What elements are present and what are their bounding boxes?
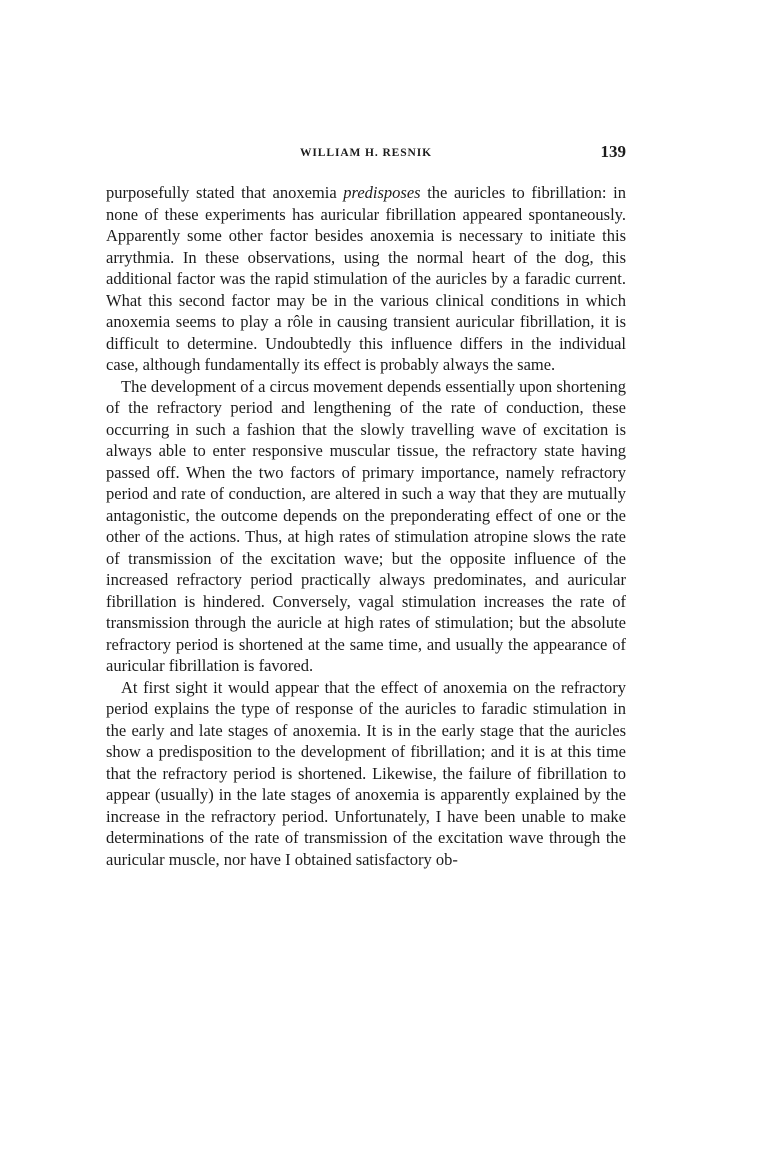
page-number: 139 [600, 142, 626, 161]
paragraph-3: At first sight it would appear that the effect of anoxemia on the refractory period explains the type of response of the auricles to faradic stimulation in the early and late stages of anoxemia. It is in the early stage that the auricles show a predisposition to the development of fibrillation; and it is at this time that the refractory period is shortened. Likewise, the failure of fibrillation to appear (usually) in the late stages of anoxemia is apparently explained by the increase in the refractory period. Unfortunately, I have been unable to make determinations of the rate of transmission of the excitation wave through the auricular muscle, nor have I obtained satisfactory ob- [106, 677, 626, 869]
paragraph-1-text-before: purposefully stated that anoxemia [106, 183, 344, 202]
paragraph-2: The development of a circus movement depends essentially upon shortening of the refractory period and lengthening of the rate of conduction, these occurring in such a fashion that the slowly travelling wave of excitation is always able to enter responsive muscular tissue, the refractory state having passed off. When the two factors of primary importance, namely refractory period and rate of conduction, are altered in such a way that they are mutually antagonistic, the outcome depends on the preponderating effect of one or the other of the actions. Thus, at high rates of stimulation atropine slows the rate of transmission of the excitation wave; but the opposite influence of the increased refractory period practically always predominates, and auricular fibrillation is hindered. Conversely, vagal stimulation increases the rate of transmission through the auricle at high rates of stimulation; but the absolute refractory period is shortened at the same time, and usually the appearance of auricular fibrillation is favored. [106, 376, 626, 675]
paragraph-1-text-after: the auricles to fibrillation: in none of these experiments has auricular fibrillation appeared spontaneously. Apparently some other factor besides anoxemia is necessary to initiate this arrythmia. In these observations, using the normal heart of the dog, this additional factor was the rapid stimulation of the auricles by a faradic current. What this second factor may be in the various clinical conditions in which anoxemia seems to play a rôle in causing transient auricular fibrillation, it is difficult to determine. Undoubtedly this influence differs in the individual case, although fundamentally its effect is probably always the same. [106, 183, 626, 374]
body-text [106, 182, 626, 870]
document-page [106, 140, 626, 870]
paragraph-1 [106, 182, 626, 376]
paragraph-1-emphasis: predisposes [343, 183, 421, 202]
page-header [106, 140, 626, 166]
running-head: WILLIAM H. RESNIK [300, 147, 432, 159]
